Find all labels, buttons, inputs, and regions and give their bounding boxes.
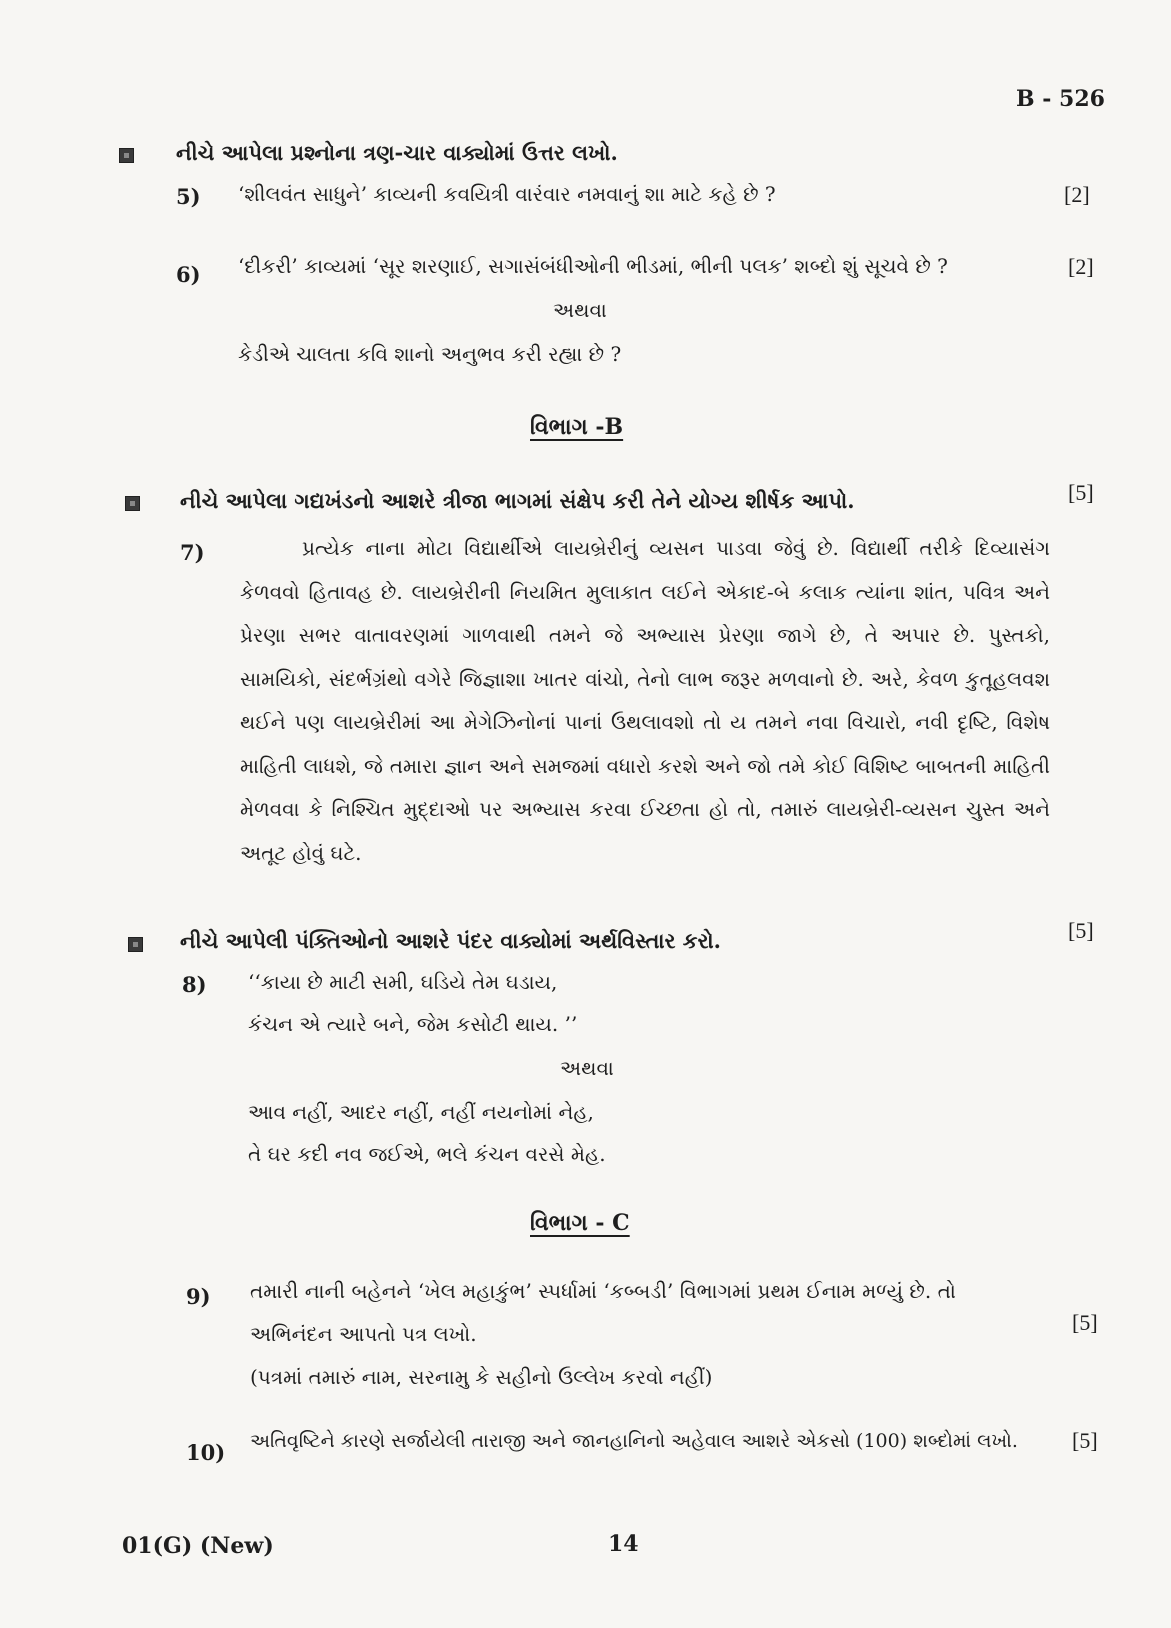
question-text-9-line-2: અભિનંદન આપતો પત્ર લખો.	[250, 1322, 477, 1346]
question-number-10: 10)	[186, 1440, 226, 1465]
footer-code: 01(G) (New)	[122, 1533, 274, 1559]
question-number-9: 9)	[186, 1284, 211, 1309]
question-number-6: 6)	[176, 262, 201, 287]
poem-line-2: કંચન એ ત્યારે બને, જેમ કસોટી થાય. ’’	[248, 1012, 578, 1036]
question-number-7: 7)	[180, 540, 205, 565]
paper-code: B - 526	[1016, 86, 1105, 112]
question-text-10: અતિવૃષ્ટિને કારણે સર્જાયેલી તારાજી અને જાનહાનિનો અહેવાલ આશરે એકસો (100) શબ્દોમાં લખો.	[250, 1430, 1018, 1452]
poem-line-4: તે ઘર કદી નવ જઈએ, ભલે કંચન વરસે મેહ.	[248, 1142, 606, 1166]
question-number-8: 8)	[182, 972, 207, 997]
bullet-icon	[128, 937, 143, 952]
passage-text: પ્રત્યેક નાના મોટા વિદ્યાર્થીએ લાયબ્રેરીનું વ્યસન પાડવા જેવું છે. વિદ્યાર્થી તરીકે દિવ્યાસંગ કેળવવો હિતાવહ છે. લાયબ્રેરીની નિયમિત મુલાકાત લઈને એકાદ-બે કલાક ત્યાંના શાંત, પવિત્ર અને પ્રેરણા સભર વાતાવરણમાં ગાળવાથી તમને જે અભ્યાસ પ્રેરણા જાગે છે, તે અપાર છે. પુસ્તકો, સામયિકો, સંદર્ભગ્રંથો વગેરે જિજ્ઞાશા ખાતર વાંચો, તેનો લાભ જરૂર મળવાનો છે. અરે, કેવળ કુતૂહલવશ થઈને પણ લાયબ્રેરીમાં આ મેગેઝિનોનાં પાનાં ઉથલાવશો તો ય તમને નવા વિચારો, નવી દૃષ્ટિ, વિશેષ માહિતી લાધશે, જે તમારા જ્ઞાન અને સમજમાં વધારો કરશે અને જો તમે કોઈ વિશિષ્ટ બાબતની માહિતી મેળવવા કે નિશ્ચિત મુદ્દાઓ પર અભ્યાસ કરવા ઈચ્છતા હો તો, તમારું લાયબ્રેરી-વ્યસન ચુસ્ત અને અતૂટ હોવું ઘટે.	[240, 536, 1050, 865]
bullet-icon	[125, 496, 140, 511]
question-text-5: ‘શીલવંત સાધુને’ કાવ્યની કવયિત્રી વારંવાર નમવાનું શા માટે કહે છે ?	[238, 182, 776, 206]
passage-7	[240, 527, 1050, 875]
question-marks-6: [2]	[1068, 254, 1094, 279]
question-marks-5: [2]	[1064, 182, 1090, 207]
section-b-instruction-1: નીચે આપેલા ગદ્યખંડનો આશરે ત્રીજા ભાગમાં સંક્ષેપ કરી તેને યોગ્ય શીર્ષક આપો.	[180, 488, 855, 513]
or-label-6: અથવા	[553, 298, 607, 322]
section-b-marks-1: [5]	[1068, 480, 1094, 505]
section-a-instruction: નીચે આપેલા પ્રશ્નોના ત્રણ-ચાર વાક્યોમાં ઉત્તર લખો.	[176, 140, 618, 165]
question-marks-9: [5]	[1072, 1310, 1098, 1335]
section-c-heading: વિભાગ - C	[530, 1210, 630, 1236]
poem-line-1: ‘‘કાયા છે માટી સમી, ઘડિયે તેમ ઘડાય,	[248, 970, 558, 994]
question-text-9-line-1: તમારી નાની બહેનને ‘ખેલ મહાકુંભ’ સ્પર્ધામાં ‘કબ્બડી’ વિભાગમાં પ્રથમ ઈનામ મળ્યું છે. તો	[250, 1279, 956, 1303]
poem-line-3: આવ નહીં, આદર નહીં, નહીં નયનોમાં નેહ,	[248, 1100, 594, 1124]
question-alt-6: કેડીએ ચાલતા કવિ શાનો અનુભવ કરી રહ્યા છે ?	[238, 342, 622, 366]
or-label-8: અથવા	[560, 1056, 614, 1080]
page-number: 14	[608, 1531, 639, 1557]
question-text-6: ‘દીકરી’ કાવ્યમાં ‘સૂર શરણાઈ, સગાસંબંધીઓની ભીડમાં, ભીની પલક’ શબ્દો શું સૂચવે છે ?	[238, 254, 948, 278]
section-b-instruction-2: નીચે આપેલી પંક્તિઓનો આશરે પંદર વાક્યોમાં અર્થવિસ્તાર કરો.	[180, 928, 721, 953]
question-note-9: (પત્રમાં તમારું નામ, સરનામુ કે સહીનો ઉલ્લેખ કરવો નહીં)	[250, 1365, 713, 1389]
section-b-marks-2: [5]	[1068, 918, 1094, 943]
question-marks-10: [5]	[1072, 1428, 1098, 1453]
question-number-5: 5)	[176, 184, 201, 209]
section-b-heading: વિભાગ -B	[530, 414, 624, 440]
bullet-icon	[119, 148, 134, 163]
